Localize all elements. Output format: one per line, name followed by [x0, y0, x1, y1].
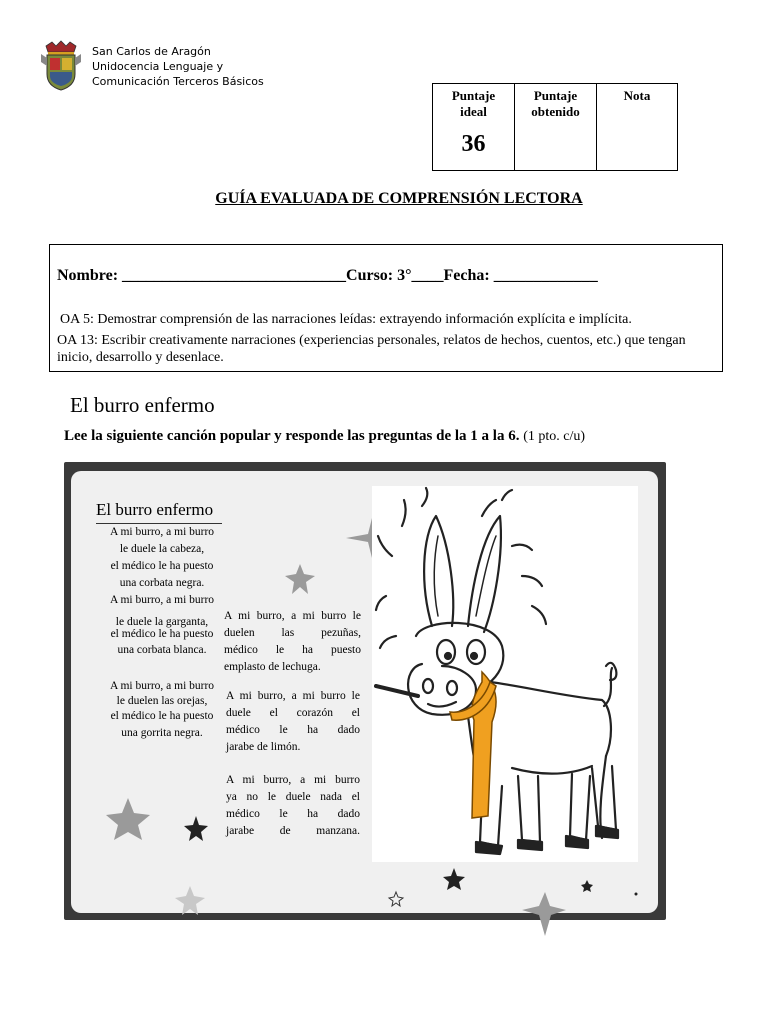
- verse-line: una corbata blanca.: [117, 644, 207, 656]
- objective-oa5: OA 5: Demostrar comprensión de las narraciones leídas: extrayendo información explícita e implícita.: [60, 312, 632, 327]
- verse-line: médico le ha dado: [226, 808, 360, 820]
- verse-line: duele el corazón el: [226, 707, 360, 719]
- song-title: El burro enfermo: [96, 500, 222, 524]
- name-course-date-line[interactable]: Nombre: ____________________________Curso: 3°____Fecha: _____________: [57, 267, 598, 284]
- star-icon: [184, 816, 208, 841]
- school-line: Comunicación Terceros Básicos: [92, 75, 264, 88]
- verse-line: le duelen las orejas,: [116, 695, 208, 707]
- verse-line: duelen las pezuñas,: [224, 627, 361, 639]
- verse-line: ya no le duele nada el: [226, 791, 360, 803]
- grade-label: Nota: [623, 88, 651, 103]
- verse-line: A mi burro, a mi burro le: [226, 690, 360, 702]
- verse-line: le duele la garganta,: [115, 616, 209, 628]
- verse-line: el médico le ha puesto: [110, 560, 214, 572]
- verse-2: [96, 592, 228, 659]
- instruction-text: Lee la siguiente canción popular y responde las preguntas de la 1 a la 6.: [64, 428, 520, 444]
- star-icon: [106, 798, 150, 840]
- star-icon: [443, 868, 465, 890]
- star-icon: [175, 886, 205, 915]
- score-obtained-label: Puntaje obtenido: [531, 88, 580, 119]
- star-icon: [522, 892, 566, 936]
- star-icon: [389, 892, 403, 906]
- verse-line: A mi burro, a mi burro le: [224, 610, 361, 622]
- verse-5: [226, 688, 360, 756]
- verse-line: el médico le ha puesto: [110, 628, 214, 640]
- objective-oa13: OA 13: Escribir creativamente narraciones (experiencias personales, relatos de hechos, cuentos, etc.) que tengan inicio, desarrollo y desenlace.: [57, 333, 686, 365]
- verse-line: una corbata negra.: [119, 577, 205, 589]
- score-ideal-label: Puntaje ideal: [451, 88, 496, 119]
- verse-line: le duele la cabeza,: [119, 543, 205, 555]
- verse-line: médico le ha dado: [226, 724, 360, 736]
- verse-6: [226, 772, 360, 840]
- story-title: El burro enfermo: [70, 393, 215, 417]
- school-line: Unidocencia Lenguaje y: [92, 60, 224, 73]
- verse-3: [96, 678, 228, 742]
- verse-line: médico le ha puesto: [224, 644, 361, 656]
- verse-line: A mi burro, a mi burro: [109, 526, 215, 538]
- verse-line: jarabe de manzana.: [226, 825, 360, 837]
- school-line: San Carlos de Aragón: [92, 45, 211, 58]
- verse-1: [96, 524, 228, 592]
- verse-line: emplasto de lechuga.: [224, 661, 321, 673]
- verse-line: A mi burro, a mi burro: [226, 774, 360, 786]
- verse-line: A mi burro, a mi burro: [109, 594, 215, 606]
- verse-line: el médico le ha puesto: [110, 710, 214, 722]
- verse-4: [224, 608, 361, 676]
- star-icon: [285, 564, 315, 594]
- instruction-points: (1 pto. c/u): [523, 429, 586, 444]
- verse-line: A mi burro, a mi burro: [109, 680, 215, 692]
- page-title: GUÍA EVALUADA DE COMPRENSIÓN LECTORA: [215, 190, 583, 207]
- sick-donkey-illustration: [372, 486, 638, 862]
- verse-line: una gorrita negra.: [121, 727, 203, 739]
- verse-line: jarabe de limón.: [226, 741, 301, 753]
- score-ideal-value: 36: [461, 131, 486, 157]
- star-icon: [581, 880, 593, 892]
